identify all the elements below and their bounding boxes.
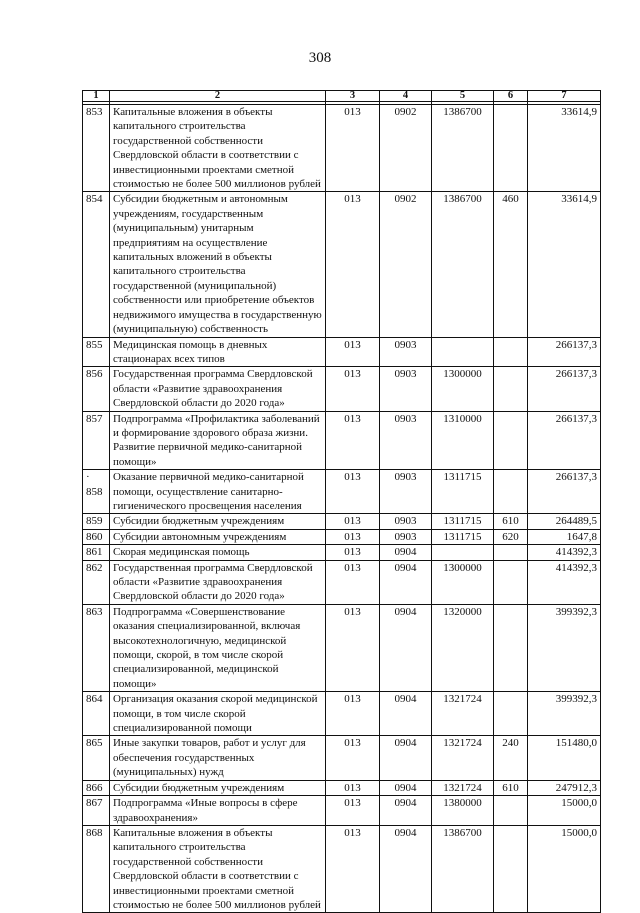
table-row: [83, 411, 601, 470]
row-amount: 15000,0: [528, 796, 601, 826]
row-section-code: 0904: [380, 560, 432, 604]
row-number: · 858: [83, 470, 110, 514]
row-name: Субсидии бюджетным учреждениям: [110, 780, 326, 795]
row-ministry-code: 013: [326, 736, 380, 780]
row-expense-type: [494, 604, 528, 691]
row-amount: 247912,3: [528, 780, 601, 795]
row-name: Подпрограмма «Иные вопросы в сфере здравоохранения»: [110, 796, 326, 826]
row-amount: 1647,8: [528, 529, 601, 544]
row-number: 867: [83, 796, 110, 826]
row-expense-type: [494, 560, 528, 604]
header-col-5: 5: [432, 91, 494, 102]
table-row: [83, 470, 601, 514]
table-row: [83, 192, 601, 337]
row-expense-type: [494, 545, 528, 560]
table-row: [83, 105, 601, 192]
row-target-code: 1311715: [432, 514, 494, 529]
row-ministry-code: 013: [326, 604, 380, 691]
row-target-code: 1310000: [432, 411, 494, 470]
row-expense-type: [494, 796, 528, 826]
row-ministry-code: 013: [326, 514, 380, 529]
row-expense-type: [494, 825, 528, 912]
table-row: [83, 780, 601, 795]
header-col-1: 1: [83, 91, 110, 102]
row-section-code: 0903: [380, 367, 432, 411]
header-col-2: 2: [110, 91, 326, 102]
row-name: Подпрограмма «Профилактика заболеваний и формирование здорового образа жизни. Развитие первичной медико-санитарной помощи»: [110, 411, 326, 470]
row-section-code: 0903: [380, 337, 432, 367]
row-section-code: 0904: [380, 736, 432, 780]
row-expense-type: [494, 367, 528, 411]
row-amount: 266137,3: [528, 411, 601, 470]
row-name: Организация оказания скорой медицинской помощи, в том числе скорой специализированной помощи: [110, 692, 326, 736]
row-target-code: 1321724: [432, 736, 494, 780]
row-target-code: 1321724: [432, 780, 494, 795]
row-number: 863: [83, 604, 110, 691]
budget-table: [82, 90, 601, 913]
row-target-code: 1386700: [432, 825, 494, 912]
row-number: 865: [83, 736, 110, 780]
row-number: 859: [83, 514, 110, 529]
row-name: Подпрограмма «Совершенствование оказания специализированной, включая высокотехнологичную, медицинской помощи, скорой, в том числе скорой специализированной, медицинской помощи»: [110, 604, 326, 691]
row-name: Иные закупки товаров, работ и услуг для обеспечения государственных (муниципальных) нужд: [110, 736, 326, 780]
table-row: [83, 529, 601, 544]
row-target-code: 1386700: [432, 192, 494, 337]
row-name: Оказание первичной медико-санитарной помощи, осуществление санитарно-гигиенического просвещения населения: [110, 470, 326, 514]
row-name: Государственная программа Свердловской области «Развитие здравоохранения Свердловской области до 2020 года»: [110, 560, 326, 604]
row-number: 864: [83, 692, 110, 736]
row-amount: 414392,3: [528, 560, 601, 604]
row-amount: 151480,0: [528, 736, 601, 780]
row-expense-type: [494, 105, 528, 192]
table-row: [83, 367, 601, 411]
row-amount: 266137,3: [528, 367, 601, 411]
table-row: [83, 560, 601, 604]
row-number: 857: [83, 411, 110, 470]
row-ministry-code: 013: [326, 529, 380, 544]
row-ministry-code: 013: [326, 796, 380, 826]
row-number: 856: [83, 367, 110, 411]
row-number: 868: [83, 825, 110, 912]
table-row: [83, 337, 601, 367]
header-col-7: 7: [528, 91, 601, 102]
row-target-code: 1311715: [432, 470, 494, 514]
row-amount: 399392,3: [528, 692, 601, 736]
header-col-6: 6: [494, 91, 528, 102]
header-col-4: 4: [380, 91, 432, 102]
row-expense-type: [494, 337, 528, 367]
row-section-code: 0903: [380, 514, 432, 529]
row-number: 860: [83, 529, 110, 544]
row-target-code: 1380000: [432, 796, 494, 826]
row-name: Субсидии бюджетным и автономным учреждениям, государственным (муниципальным) унитарным предприятиям на осуществление капитальных вложений в объекты капитального строительства государственной (муниципальной) собственности или приобретение объектов недвижимого имущества в государственную (муниципальную) собственность: [110, 192, 326, 337]
table-header-row: [83, 91, 601, 102]
table-row: [83, 514, 601, 529]
row-expense-type: 610: [494, 780, 528, 795]
row-ministry-code: 013: [326, 780, 380, 795]
row-target-code: 1386700: [432, 105, 494, 192]
header-col-3: 3: [326, 91, 380, 102]
row-name: Субсидии бюджетным учреждениям: [110, 514, 326, 529]
table-row: [83, 692, 601, 736]
row-section-code: 0903: [380, 529, 432, 544]
row-target-code: 1300000: [432, 367, 494, 411]
row-section-code: 0904: [380, 692, 432, 736]
row-ministry-code: 013: [326, 470, 380, 514]
row-ministry-code: 013: [326, 692, 380, 736]
row-expense-type: [494, 692, 528, 736]
row-amount: 15000,0: [528, 825, 601, 912]
row-name: Капитальные вложения в объекты капитального строительства государственной собственности Свердловской области в соответствии с инвестиционными проектами сметной стоимостью не более 500 миллионов рублей: [110, 105, 326, 192]
table-row: [83, 736, 601, 780]
row-name: Субсидии автономным учреждениям: [110, 529, 326, 544]
row-amount: 399392,3: [528, 604, 601, 691]
row-name: Капитальные вложения в объекты капитального строительства государственной собственности Свердловской области в соответствии с инвестиционными проектами сметной стоимостью не более 500 миллионов рублей: [110, 825, 326, 912]
row-target-code: [432, 337, 494, 367]
row-number: 855: [83, 337, 110, 367]
row-section-code: 0904: [380, 796, 432, 826]
row-number: 861: [83, 545, 110, 560]
row-ministry-code: 013: [326, 411, 380, 470]
row-ministry-code: 013: [326, 105, 380, 192]
row-name: Скорая медицинская помощь: [110, 545, 326, 560]
row-expense-type: 240: [494, 736, 528, 780]
row-section-code: 0904: [380, 604, 432, 691]
row-expense-type: [494, 411, 528, 470]
row-target-code: 1321724: [432, 692, 494, 736]
row-number: 853: [83, 105, 110, 192]
row-section-code: 0902: [380, 192, 432, 337]
row-amount: 266137,3: [528, 337, 601, 367]
table-row: [83, 604, 601, 691]
row-section-code: 0902: [380, 105, 432, 192]
row-target-code: [432, 545, 494, 560]
table-row: [83, 825, 601, 912]
row-amount: 264489,5: [528, 514, 601, 529]
row-amount: 414392,3: [528, 545, 601, 560]
row-amount: 266137,3: [528, 470, 601, 514]
row-name: Медицинская помощь в дневных стационарах всех типов: [110, 337, 326, 367]
row-amount: 33614,9: [528, 105, 601, 192]
row-ministry-code: 013: [326, 337, 380, 367]
row-ministry-code: 013: [326, 367, 380, 411]
row-section-code: 0904: [380, 780, 432, 795]
row-expense-type: 620: [494, 529, 528, 544]
table-row: [83, 545, 601, 560]
row-number: 862: [83, 560, 110, 604]
row-number: 854: [83, 192, 110, 337]
row-section-code: 0903: [380, 411, 432, 470]
row-amount: 33614,9: [528, 192, 601, 337]
row-target-code: 1320000: [432, 604, 494, 691]
row-name: Государственная программа Свердловской области «Развитие здравоохранения Свердловской области до 2020 года»: [110, 367, 326, 411]
row-ministry-code: 013: [326, 545, 380, 560]
page-number: 308: [308, 50, 332, 66]
row-number: 866: [83, 780, 110, 795]
row-ministry-code: 013: [326, 560, 380, 604]
row-section-code: 0903: [380, 470, 432, 514]
row-expense-type: 610: [494, 514, 528, 529]
row-expense-type: 460: [494, 192, 528, 337]
row-ministry-code: 013: [326, 825, 380, 912]
row-section-code: 0904: [380, 825, 432, 912]
table-row: [83, 796, 601, 826]
row-target-code: 1311715: [432, 529, 494, 544]
row-section-code: 0904: [380, 545, 432, 560]
row-target-code: 1300000: [432, 560, 494, 604]
row-expense-type: [494, 470, 528, 514]
row-ministry-code: 013: [326, 192, 380, 337]
